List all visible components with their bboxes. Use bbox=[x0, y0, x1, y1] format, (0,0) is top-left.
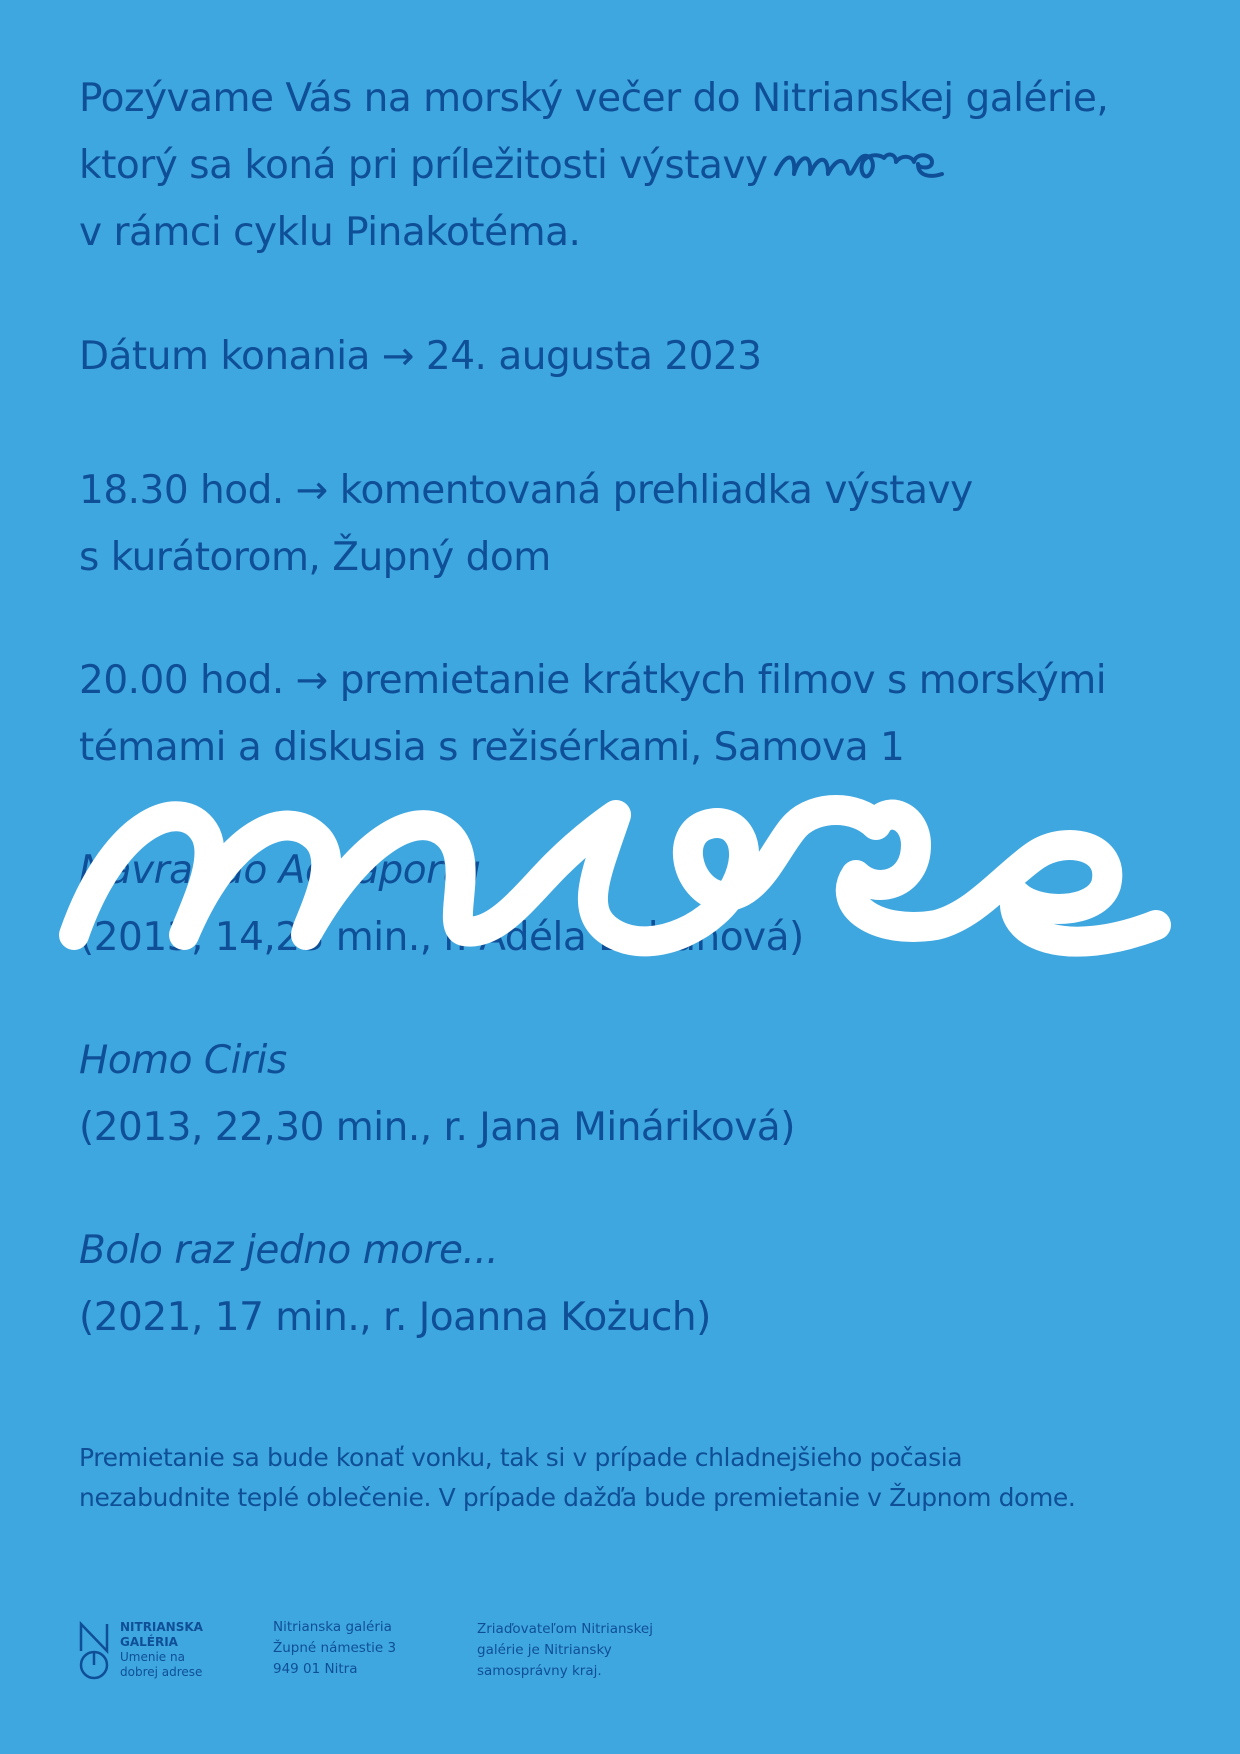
film-3-details: (2021, 17 min., r. Joanna Kożuch) bbox=[79, 1295, 711, 1340]
gallery-address bbox=[273, 1617, 396, 1680]
program-item-1-line-1: 18.30 hod. → komentovaná prehliadka výstavy bbox=[79, 468, 973, 513]
intro-line-2 bbox=[79, 132, 944, 199]
gallery-tagline-line-1: Umenie na bbox=[120, 1650, 185, 1664]
more-script-logo-large bbox=[56, 775, 1184, 979]
film-1-title: Návrat do Adriaportu bbox=[79, 848, 481, 893]
founder-line-2: galérie je Nitriansky bbox=[477, 1642, 612, 1658]
gallery-logo-text bbox=[120, 1620, 203, 1680]
program-item-2-line-1: 20.00 hod. → premietanie krátkych filmov s morskými bbox=[79, 658, 1107, 703]
weather-note bbox=[79, 1438, 1075, 1518]
event-date: Dátum konania → 24. augusta 2023 bbox=[79, 334, 762, 379]
intro-line-2-text: ktorý sa koná pri príležitosti výstavy bbox=[79, 143, 768, 188]
founder-line-3: samosprávny kraj. bbox=[477, 1663, 602, 1679]
founder-note bbox=[477, 1619, 653, 1682]
gallery-name-line-2: GALÉRIA bbox=[120, 1635, 178, 1649]
program-item-1-line-2: s kurátorom, Župný dom bbox=[79, 535, 551, 580]
program-item-2-line-2: témami a diskusia s režisérkami, Samova 1 bbox=[79, 725, 905, 770]
footer bbox=[0, 1616, 1240, 1696]
film-2-details: (2013, 22,30 min., r. Jana Mináriková) bbox=[79, 1105, 795, 1150]
ng-monogram-icon bbox=[78, 1621, 110, 1681]
film-2-title: Homo Ciris bbox=[79, 1038, 287, 1083]
intro-line-1: Pozývame Vás na morský večer do Nitrianskej galérie, bbox=[79, 76, 1109, 121]
founder-line-1: Zriaďovateľom Nitrianskej bbox=[477, 1621, 653, 1637]
gallery-name-line-1: NITRIANSKA bbox=[120, 1620, 203, 1634]
film-3-title: Bolo raz jedno more... bbox=[79, 1228, 499, 1273]
film-1-details: (2013, 14,23 min., r. Adéla Babanová) bbox=[79, 915, 804, 960]
address-line-1: Nitrianska galéria bbox=[273, 1619, 392, 1635]
weather-note-line-1: Premietanie sa bude konať vonku, tak si v prípade chladnejšieho počasia bbox=[79, 1443, 963, 1472]
intro-line-3: v rámci cyklu Pinakotéma. bbox=[79, 210, 581, 255]
address-line-3: 949 01 Nitra bbox=[273, 1661, 358, 1677]
address-line-2: Župné námestie 3 bbox=[273, 1640, 397, 1656]
weather-note-line-2: nezabudnite teplé oblečenie. V prípade dažďa bude premietanie v Župnom dome. bbox=[79, 1483, 1076, 1512]
more-script-logo-small bbox=[772, 144, 944, 184]
gallery-tagline-line-2: dobrej adrese bbox=[120, 1665, 203, 1679]
